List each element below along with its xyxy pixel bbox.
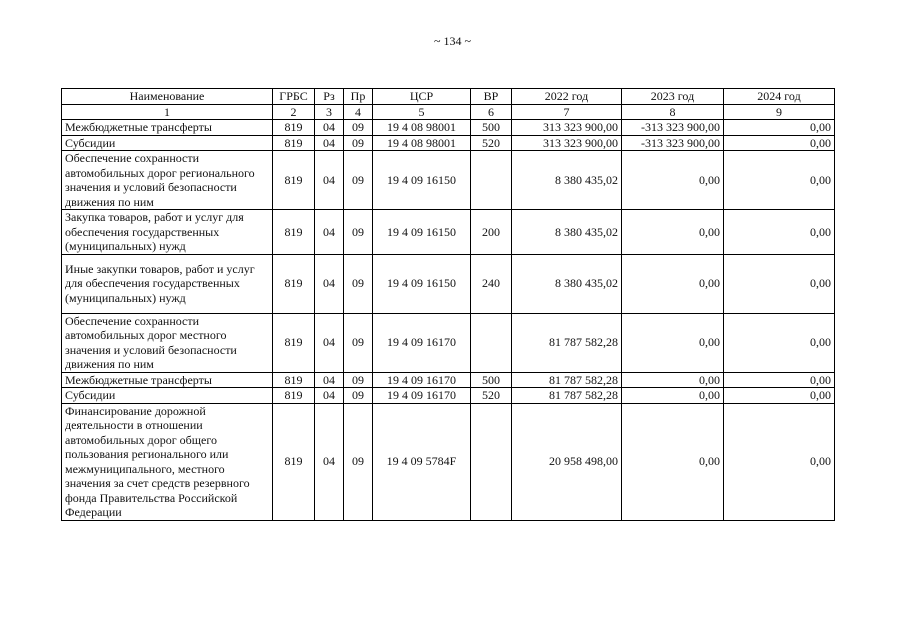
- row-rz: 04: [315, 372, 344, 388]
- row-2022: 81 787 582,28: [512, 388, 622, 404]
- header-grbs: ГРБС: [273, 89, 315, 105]
- table-row: [62, 403, 835, 520]
- row-2022: 8 380 435,02: [512, 210, 622, 255]
- row-2022: 313 323 900,00: [512, 135, 622, 151]
- row-csr: 19 4 09 16150: [373, 254, 471, 313]
- table-row: [62, 210, 835, 255]
- column-numbers-row: [62, 104, 835, 120]
- row-vr: 520: [471, 388, 512, 404]
- column-number: 8: [622, 104, 724, 120]
- row-name: Межбюджетные трансферты: [62, 372, 273, 388]
- header-2023: 2023 год: [622, 89, 724, 105]
- row-rz: 04: [315, 254, 344, 313]
- row-2023: 0,00: [622, 388, 724, 404]
- page-number: ~ 134 ~: [434, 34, 471, 48]
- row-2023: 0,00: [622, 254, 724, 313]
- column-number: 3: [315, 104, 344, 120]
- row-csr: 19 4 08 98001: [373, 120, 471, 136]
- header-row: [62, 89, 835, 105]
- row-name: Финансирование дорожной деятельности в отношении автомобильных дорог общего пользования регионального или межмуниципального, местного значения за счет средств резервного фонда Правительства Российской Федерации: [62, 403, 273, 520]
- row-grbs: 819: [273, 388, 315, 404]
- table-row: [62, 313, 835, 372]
- header-vr: ВР: [471, 89, 512, 105]
- row-grbs: 819: [273, 210, 315, 255]
- column-number: 4: [344, 104, 373, 120]
- row-2024: 0,00: [724, 151, 835, 210]
- row-2024: 0,00: [724, 254, 835, 313]
- row-vr: 240: [471, 254, 512, 313]
- budget-table: [61, 88, 835, 521]
- row-pr: 09: [344, 403, 373, 520]
- row-2022: 8 380 435,02: [512, 151, 622, 210]
- row-csr: 19 4 09 5784F: [373, 403, 471, 520]
- row-pr: 09: [344, 120, 373, 136]
- row-grbs: 819: [273, 135, 315, 151]
- column-number: 7: [512, 104, 622, 120]
- row-name: Межбюджетные трансферты: [62, 120, 273, 136]
- row-pr: 09: [344, 135, 373, 151]
- header-pr: Пр: [344, 89, 373, 105]
- row-2022: 20 958 498,00: [512, 403, 622, 520]
- header-csr: ЦСР: [373, 89, 471, 105]
- row-pr: 09: [344, 151, 373, 210]
- row-vr: 500: [471, 372, 512, 388]
- row-rz: 04: [315, 388, 344, 404]
- row-csr: 19 4 08 98001: [373, 135, 471, 151]
- row-name: Закупка товаров, работ и услуг для обеспечения государственных (муниципальных) нужд: [62, 210, 273, 255]
- row-name: Обеспечение сохранности автомобильных дорог регионального значения и условий безопасности движения по ним: [62, 151, 273, 210]
- row-pr: 09: [344, 254, 373, 313]
- row-pr: 09: [344, 313, 373, 372]
- row-name: Иные закупки товаров, работ и услуг для обеспечения государственных (муниципальных) нужд: [62, 254, 273, 313]
- row-rz: 04: [315, 151, 344, 210]
- row-rz: 04: [315, 313, 344, 372]
- row-2023: 0,00: [622, 210, 724, 255]
- row-vr: [471, 313, 512, 372]
- row-pr: 09: [344, 372, 373, 388]
- table-row: [62, 135, 835, 151]
- table-row: [62, 254, 835, 313]
- row-grbs: 819: [273, 120, 315, 136]
- table-row: [62, 151, 835, 210]
- row-2022: 8 380 435,02: [512, 254, 622, 313]
- row-name: Обеспечение сохранности автомобильных дорог местного значения и условий безопасности движения по ним: [62, 313, 273, 372]
- header-name: Наименование: [62, 89, 273, 105]
- row-grbs: 819: [273, 372, 315, 388]
- row-2023: -313 323 900,00: [622, 120, 724, 136]
- header-2024: 2024 год: [724, 89, 835, 105]
- table-row: [62, 388, 835, 404]
- row-pr: 09: [344, 388, 373, 404]
- row-name: Субсидии: [62, 388, 273, 404]
- row-2023: -313 323 900,00: [622, 135, 724, 151]
- row-vr: [471, 151, 512, 210]
- row-2023: 0,00: [622, 151, 724, 210]
- column-number: 2: [273, 104, 315, 120]
- row-2024: 0,00: [724, 403, 835, 520]
- column-number: 6: [471, 104, 512, 120]
- row-vr: 520: [471, 135, 512, 151]
- row-grbs: 819: [273, 313, 315, 372]
- row-2022: 313 323 900,00: [512, 120, 622, 136]
- row-2024: 0,00: [724, 210, 835, 255]
- header-2022: 2022 год: [512, 89, 622, 105]
- row-2022: 81 787 582,28: [512, 313, 622, 372]
- row-2023: 0,00: [622, 403, 724, 520]
- row-pr: 09: [344, 210, 373, 255]
- row-rz: 04: [315, 135, 344, 151]
- column-number: 5: [373, 104, 471, 120]
- row-2023: 0,00: [622, 372, 724, 388]
- row-2024: 0,00: [724, 372, 835, 388]
- row-csr: 19 4 09 16150: [373, 151, 471, 210]
- row-2024: 0,00: [724, 120, 835, 136]
- row-rz: 04: [315, 120, 344, 136]
- table-row: [62, 120, 835, 136]
- header-rz: Рз: [315, 89, 344, 105]
- row-csr: 19 4 09 16170: [373, 372, 471, 388]
- row-csr: 19 4 09 16170: [373, 388, 471, 404]
- table-body: [62, 104, 835, 520]
- row-name: Субсидии: [62, 135, 273, 151]
- row-2024: 0,00: [724, 135, 835, 151]
- row-csr: 19 4 09 16150: [373, 210, 471, 255]
- row-rz: 04: [315, 403, 344, 520]
- row-grbs: 819: [273, 254, 315, 313]
- row-grbs: 819: [273, 151, 315, 210]
- row-vr: 200: [471, 210, 512, 255]
- row-2024: 0,00: [724, 388, 835, 404]
- table-header: [62, 89, 835, 105]
- row-csr: 19 4 09 16170: [373, 313, 471, 372]
- row-rz: 04: [315, 210, 344, 255]
- row-2023: 0,00: [622, 313, 724, 372]
- row-2022: 81 787 582,28: [512, 372, 622, 388]
- row-vr: [471, 403, 512, 520]
- column-number: 9: [724, 104, 835, 120]
- column-number: 1: [62, 104, 273, 120]
- row-vr: 500: [471, 120, 512, 136]
- row-2024: 0,00: [724, 313, 835, 372]
- row-grbs: 819: [273, 403, 315, 520]
- table-row: [62, 372, 835, 388]
